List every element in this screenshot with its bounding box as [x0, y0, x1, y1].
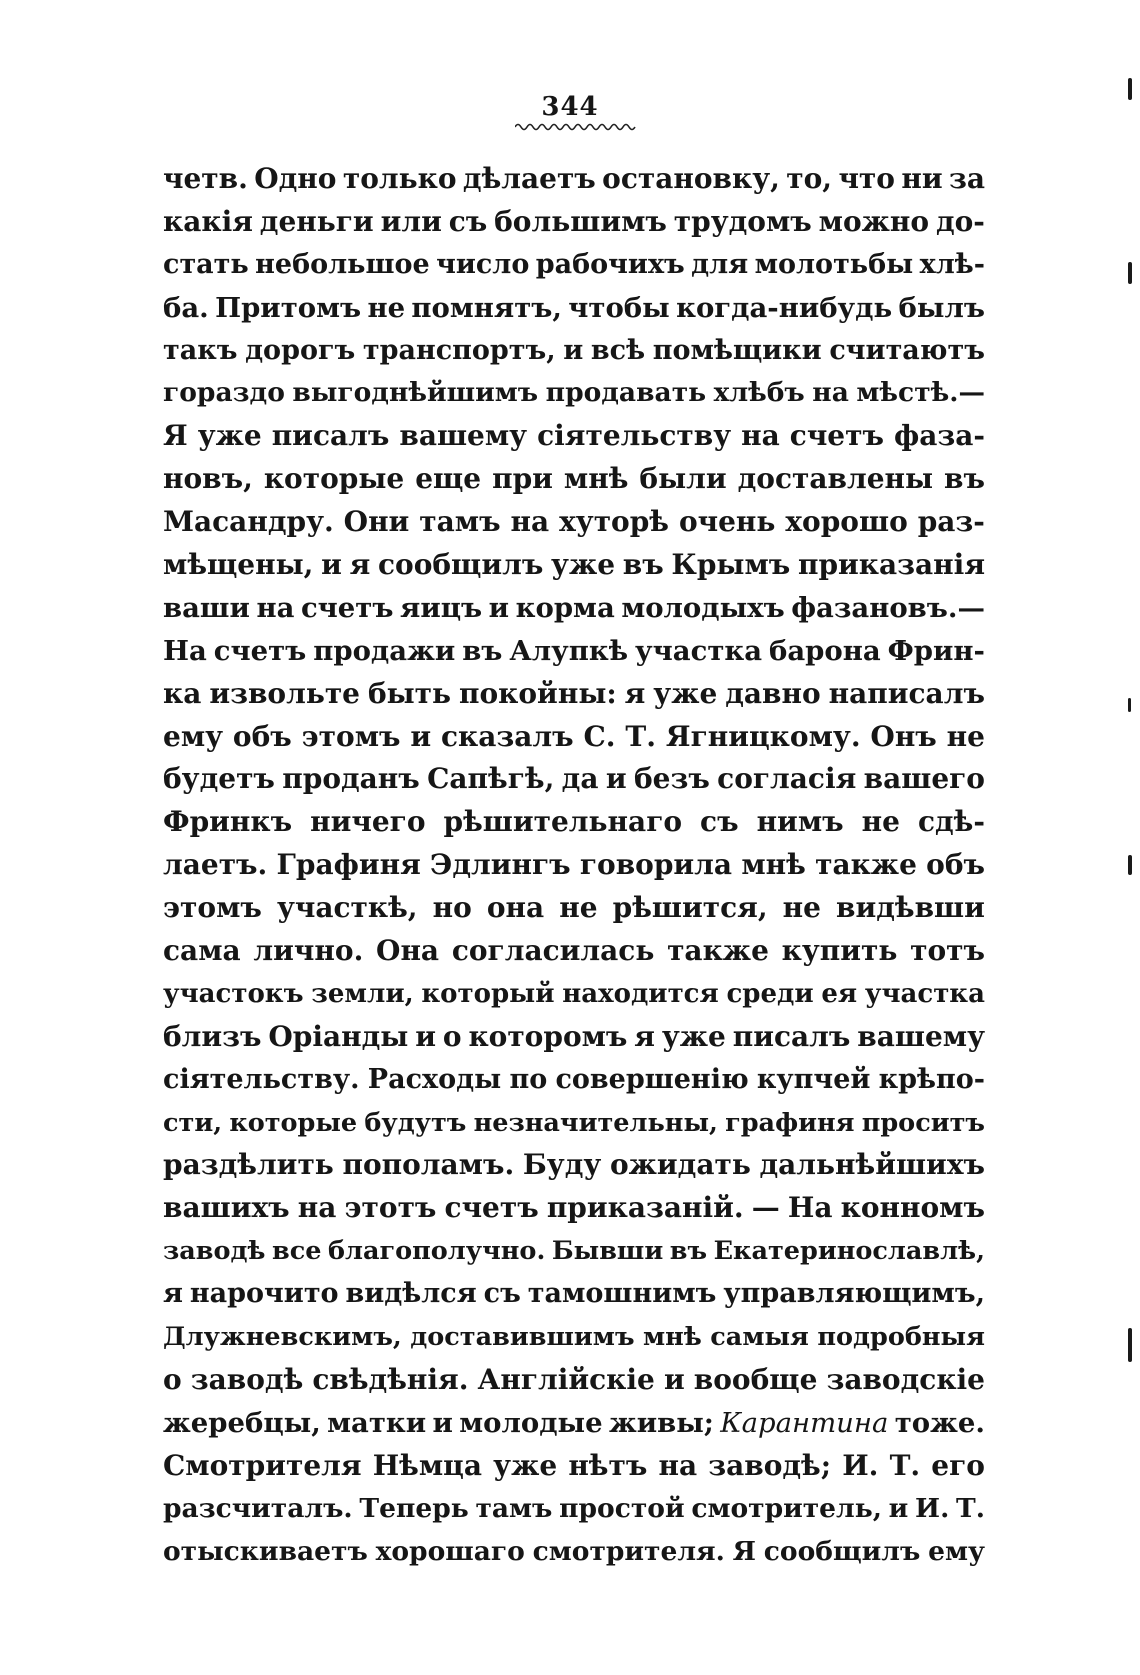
text-line: стать небольшое число рабочихъ для молотьбы хлѣ-: [163, 248, 985, 280]
text-line: сти, которые будутъ незначительны, графиня проситъ: [163, 1107, 985, 1138]
wavy-rule-ornament: [515, 122, 637, 132]
text-line: какія деньги или съ большимъ трудомъ можно до-: [163, 204, 985, 238]
body-text: [163, 158, 985, 1573]
text-line: На счетъ продажи въ Алупкѣ участка барона Фрин-: [163, 634, 985, 667]
page-number: 344: [541, 92, 599, 122]
text-line: ка извольте быть покойны: я уже давно написалъ: [163, 676, 985, 710]
text-line: раздѣлить пополамъ. Буду ожидать дальнѣйшихъ: [163, 1148, 985, 1182]
text-line: мѣщены, и я сообщилъ уже въ Крымъ приказанія: [163, 548, 985, 582]
text-line: будетъ проданъ Сапѣгѣ, да и безъ согласія вашего: [163, 762, 985, 796]
text-line: новъ, которые еще при мнѣ были доставлены въ: [163, 462, 985, 496]
text-line: заводѣ все благополучно. Бывши въ Екатеринославлѣ,: [163, 1236, 985, 1267]
text-line: я нарочито видѣлся съ тамошнимъ управляющимъ,: [163, 1278, 985, 1310]
text-line: участокъ земли, который находится среди ея участка: [163, 978, 985, 1009]
text-line: гораздо выгоднѣйшимъ продавать хлѣбъ на мѣстѣ.—: [163, 377, 985, 409]
text-line: ему объ этомъ и сказалъ С. Т. Ягницкому. Онъ не: [163, 719, 985, 753]
text-line: сама лично. Она согласилась также купить тотъ: [163, 934, 985, 968]
text-line: Смотрителя Нѣмца уже нѣтъ на заводѣ; И. Т. его: [163, 1448, 985, 1482]
text-line: ба. Притомъ не помнятъ, чтобы когда-нибудь былъ: [163, 291, 985, 324]
text-line: разсчиталъ. Теперь тамъ простой смотритель, и И. Т.: [163, 1492, 985, 1524]
text-line: лаетъ. Графиня Эдлингъ говорила мнѣ также объ: [163, 848, 985, 882]
text-line: ваши на счетъ яицъ и корма молодыхъ фазановъ.—: [163, 591, 985, 624]
margin-scan-mark: [1128, 1328, 1132, 1362]
margin-scan-mark: [1128, 698, 1131, 712]
margin-scan-mark: [1128, 262, 1132, 284]
text-line: этомъ участкѣ, но она не рѣшится, не видѣвши: [163, 891, 985, 925]
text-line: четв. Одно только дѣлаетъ остановку, то, что ни за: [163, 162, 985, 195]
margin-scan-mark: [1128, 855, 1132, 875]
text-line: такъ дорогъ транспортъ, и всѣ помѣщики считаютъ: [163, 334, 985, 366]
text-line: Длужневскимъ, доставившимъ мнѣ самыя подробныя: [163, 1322, 985, 1353]
text-line: близъ Оріанды и о которомъ я уже писалъ вашему: [163, 1019, 985, 1053]
text-line: жеребцы, матки и молодые живы; Карантина тоже.: [163, 1406, 985, 1439]
text-line: Я уже писалъ вашему сіятельству на счетъ фаза-: [163, 419, 985, 453]
text-line: Масандру. Они тамъ на хуторѣ очень хорошо раз-: [163, 505, 985, 539]
text-line: о заводѣ свѣдѣнія. Англійскіе и вообще заводскіе: [163, 1362, 985, 1396]
margin-scan-mark: [1128, 78, 1132, 100]
text-line: Фринкъ ничего рѣшительнаго съ нимъ не сдѣ-: [163, 805, 985, 839]
text-line: сіятельству. Расходы по совершенію купчей крѣпо-: [163, 1063, 985, 1095]
text-line: вашихъ на этотъ счетъ приказаній. — На конномъ: [163, 1191, 985, 1225]
text-line: отыскиваетъ хорошаго смотрителя. Я сообщилъ ему: [163, 1535, 985, 1567]
